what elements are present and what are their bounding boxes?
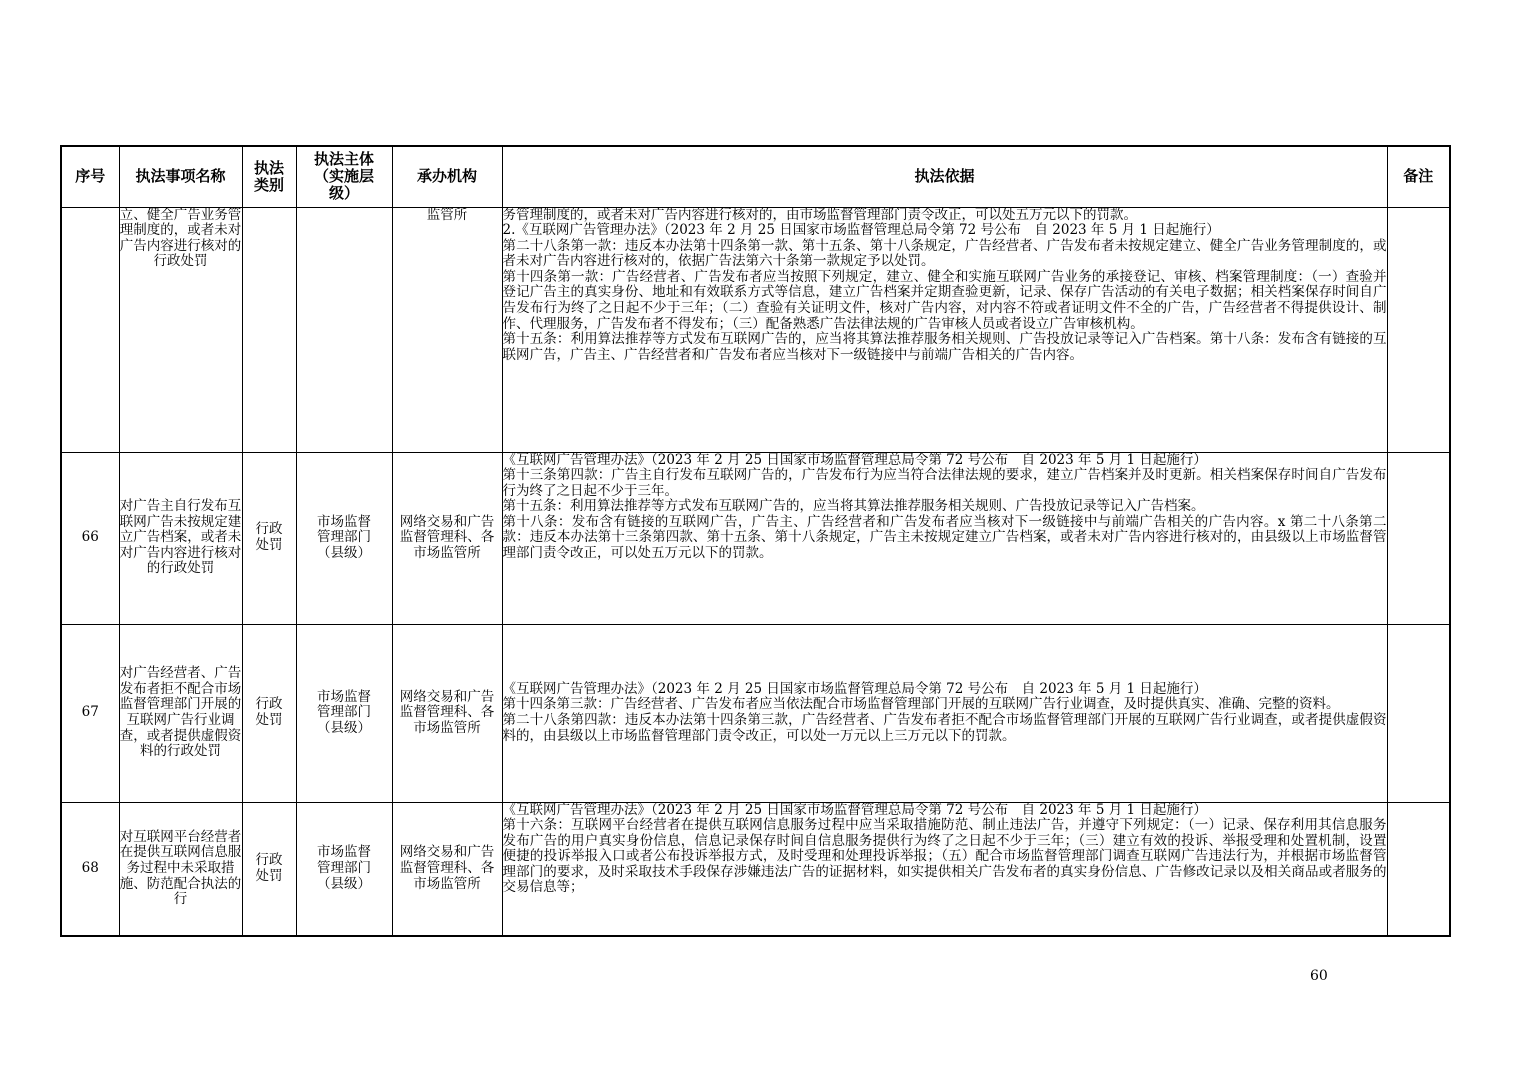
row-basis	[502, 452, 1387, 624]
row-agency: 监管所	[392, 207, 502, 452]
page-number: 60	[1310, 968, 1328, 984]
row-basis	[502, 207, 1387, 452]
row-category: 行政处罚	[242, 452, 296, 624]
basis-paragraph: 务管理制度的，或者未对广告内容进行核对的，由市场监督管理部门责令改正，可以处五万元以下的罚款。	[502, 206, 1137, 223]
header-agency: 承办机构	[392, 146, 502, 207]
row-subject	[296, 207, 392, 452]
header-category: 执法类别	[242, 146, 296, 207]
table-row	[61, 452, 1450, 624]
table-row	[61, 207, 1450, 452]
basis-paragraph: 第十四条第一款：广告经营者、广告发布者应当按照下列规定，建立、健全和实施互联网广告业务的承接登记、审核、档案管理制度：（一）查验并登记广告主的真实身份、地址和有效联系方式等信息，建立广告档案并定期查验更新，记录、保存广告活动的有关电子数据；相关档案保存时间自广告发布行为终了之日起不少于三年；（二）查验有关证明文件，核对广告内容，对内容不符或者证明文件不全的广告，广告经营者不得提供设计、制作、代理服务，广告发布者不得发布；（三）配备熟悉广告法律法规的广告审核人员或者设立广告审核机构。	[502, 268, 1387, 332]
basis-paragraph: 《互联网广告管理办法》（2023 年 2 月 25 日国家市场监督管理总局令第 72 号公布 自 2023 年 5 月 1 日起施行）	[502, 801, 1207, 818]
basis-paragraph: 《互联网广告管理办法》（2023 年 2 月 25 日国家市场监督管理总局令第 72 号公布 自 2023 年 5 月 1 日起施行）	[502, 451, 1207, 468]
row-subject: 市场监督管理部门（县级）	[296, 624, 392, 802]
basis-paragraph: 第十三条第四款：广告主自行发布互联网广告的，广告发布行为应当符合法律法规的要求，建立广告档案并及时更新。相关档案保存时间自广告发布行为终了之日起不少于三年。	[502, 467, 1387, 499]
table-row	[61, 802, 1450, 936]
row-remarks	[1387, 207, 1450, 452]
basis-paragraph: 第二十八条第四款：违反本办法第十四条第三款，广告经营者、广告发布者拒不配合市场监督管理部门开展的互联网广告行业调查，或者提供虚假资料的，由县级以上市场监督管理部门责令改正，可以处一万元以上三万元以下的罚款。	[502, 712, 1387, 744]
row-item-name: 对互联网平台经营者在提供互联网信息服务过程中未采取措施、防范配合执法的行	[119, 802, 242, 936]
row-remarks	[1387, 452, 1450, 624]
header-remarks: 备注	[1387, 146, 1450, 207]
row-remarks	[1387, 624, 1450, 802]
header-row	[61, 146, 1450, 207]
enforcement-table	[60, 145, 1451, 937]
row-item-name: 对广告主自行发布互联网广告未按规定建立广告档案，或者未对广告内容进行核对的行政处罚	[119, 452, 242, 624]
row-item-name: 对广告经营者、广告发布者拒不配合市场监督管理部门开展的互联网广告行业调查，或者提供虚假资料的行政处罚	[119, 624, 242, 802]
basis-paragraph: 第十五条：利用算法推荐等方式发布互联网广告的，应当将其算法推荐服务相关规则、广告投放记录等记入广告档案。	[502, 498, 1205, 515]
row-seq: 66	[61, 452, 119, 624]
row-seq	[61, 207, 119, 452]
basis-paragraph: 第十五条：利用算法推荐等方式发布互联网广告的，应当将其算法推荐服务相关规则、广告投放记录等记入广告档案。第十八条：发布含有链接的互联网广告，广告主、广告经营者和广告发布者应当核对下一级链接中与前端广告相关的广告内容。	[502, 331, 1387, 363]
row-agency: 网络交易和广告监督管理科、各市场监管所	[392, 624, 502, 802]
row-subject: 市场监督管理部门（县级）	[296, 802, 392, 936]
basis-paragraph: 2.《互联网广告管理办法》（2023 年 2 月 25 日国家市场监督管理总局令第 72 号公布 自 2023 年 5 月 1 日起施行）	[502, 222, 1220, 239]
basis-paragraph: 第十八条：发布含有链接的互联网广告，广告主、广告经营者和广告发布者应当核对下一级链接中与前端广告相关的广告内容。x 第二十八条第二款：违反本办法第十三条第四款、第十五条、第十八条规定，广告主未按规定建立广告档案，或者未对广告内容进行核对的，由县级以上市场监督管理部门责令改正，可以处五万元以下的罚款。	[502, 513, 1387, 562]
row-category: 行政处罚	[242, 624, 296, 802]
header-subject: 执法主体（实施层级）	[296, 146, 392, 207]
header-seq: 序号	[61, 146, 119, 207]
row-item-name: 立、健全广告业务管理制度的，或者未对广告内容进行核对的行政处罚	[119, 207, 242, 452]
basis-paragraph: 第十四条第三款：广告经营者、广告发布者应当依法配合市场监督管理部门开展的互联网广告行业调查，及时提供真实、准确、完整的资料。	[502, 696, 1340, 713]
basis-paragraph: 第十六条：互联网平台经营者在提供互联网信息服务过程中应当采取措施防范、制止违法广告，并遵守下列规定：（一）记录、保存利用其信息服务发布广告的用户真实身份信息，信息记录保存时间自信息服务提供行为终了之日起不少于三年；（三）建立有效的投诉、举报受理和处置机制，设置便捷的投诉举报入口或者公布投诉举报方式，及时受理和处理投诉举报；（五）配合市场监督管理部门调查互联网广告违法行为，并根据市场监督管理部门的要求，及时采取技术手段保存涉嫌违法广告的证据材料，如实提供相关广告发布者的真实身份信息、广告修改记录以及相关商品或者服务的交易信息等；	[502, 817, 1387, 896]
basis-paragraph: 《互联网广告管理办法》（2023 年 2 月 25 日国家市场监督管理总局令第 72 号公布 自 2023 年 5 月 1 日起施行）	[502, 680, 1207, 697]
row-agency: 网络交易和广告监督管理科、各市场监管所	[392, 452, 502, 624]
row-basis	[502, 624, 1387, 802]
header-basis: 执法依据	[502, 146, 1387, 207]
row-category	[242, 207, 296, 452]
row-seq: 67	[61, 624, 119, 802]
row-agency: 网络交易和广告监督管理科、各市场监管所	[392, 802, 502, 936]
row-seq: 68	[61, 802, 119, 936]
header-item-name: 执法事项名称	[119, 146, 242, 207]
row-remarks	[1387, 802, 1450, 936]
basis-paragraph: 第二十八条第一款：违反本办法第十四条第一款、第十五条、第十八条规定，广告经营者、广告发布者未按规定建立、健全广告业务管理制度的，或者未对广告内容进行核对的，依据广告法第六十条第一款规定予以处罚。	[502, 237, 1387, 270]
row-basis	[502, 802, 1387, 936]
row-category: 行政处罚	[242, 802, 296, 936]
table-row	[61, 624, 1450, 802]
row-subject: 市场监督管理部门（县级）	[296, 452, 392, 624]
